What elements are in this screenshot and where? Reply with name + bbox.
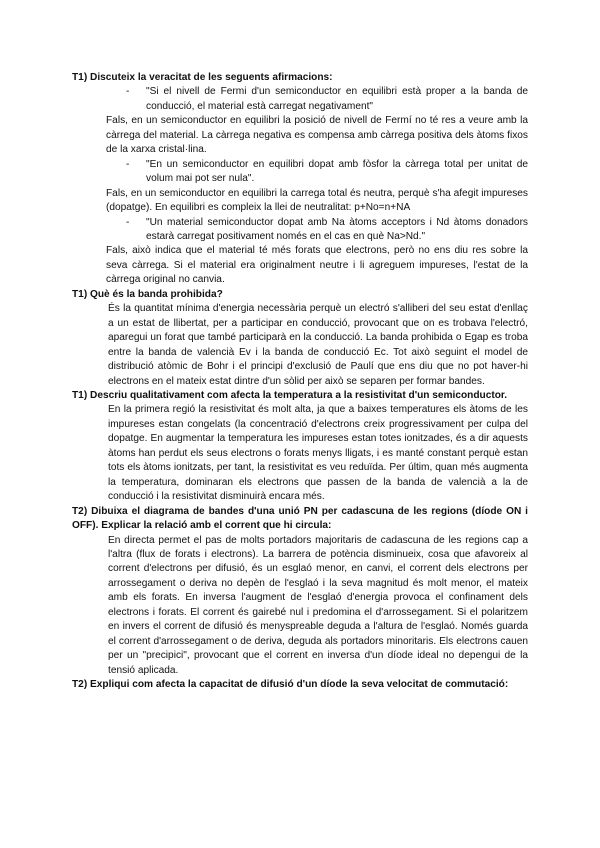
question-heading: T2) Expliqui com afecta la capacitat de difusió d'un díode la seva velocitat de commutació: — [72, 679, 509, 691]
answer-paragraph: Fals, en un semiconductor en equilibri la carrega total és neutra, perquè s'ha afegit impureses (dopatge). En equilibri es compleix la llei de neutralitat: p+No=n+NA — [106, 187, 528, 214]
question-heading: T1) Descriu qualitativament com afecta la temperatura a la resistivitat d'un semiconductor. — [72, 389, 508, 401]
answer-paragraph: Fals, en un semiconductor en equilibri la posició de nivell de Fermí no té res a veure amb la càrrega del material. La càrrega negativa es compensa amb càrrega positiva dels àtoms fixos de la xarxa cristal·lina. — [106, 115, 528, 156]
bullet-dash: - — [126, 86, 130, 98]
answer-paragraph: En la primera regió la resistivitat és molt alta, ja que a baixes temperatures els àtoms de les impureses estan congelats (la concentració d'electrons creix progressivament per culpa del dopatge. En augmentar la temperatura les impureses estan totes ionitzades, és a dir aquests àtoms han perdut els seus electrons o forats menys lligats, i es manté constant perquè estan tots els àtoms ionitzats, per tant, la resistivitat es veu reduïda. Per últim, quan més augmenta la temperatura, dominaran els electrons que passen de la banda de valencià a la de conducció i la resistivitat disminuirà encara més. — [108, 404, 528, 503]
answer-paragraph: Fals, això indica que el material té més forats que electrons, però no ens diu res sobre la seva càrrega. Si el material era originalment neutre i li agreguem impureses, l'estat de la càrrega original no canvia. — [106, 245, 528, 286]
bullet-dash: - — [126, 216, 130, 228]
statement-text: "En un semiconductor en equilibri dopat amb fòsfor la càrrega total per unitat de volum mai pot ser nula". — [146, 158, 528, 185]
statement-text: "Un material semiconductor dopat amb Na àtoms acceptors i Nd àtoms donadors estarà carregat positivament només en el cas en què Na>Nd." — [146, 216, 528, 242]
answer-paragraph: És la quantitat mínima d'energia necessària perquè un electró s'alliberi del seu estat d'enllaç a un estat de llibertat, per a participar en conducció, provocant que on es trobava l'electró, aparegui un forat que també participarà en la conducció. La banda prohibida o Egap es troba entre la banda de valencià Ev i la banda de conducció Ec. Tot això seguint el model de distribució atòmic de Bohr i el principi d'exclusió de Paulí que ens diu que no pot haver-hi electrons en el mateix estat dintre d'un sòlid per això se separen per formar bandes. — [108, 303, 528, 387]
question-heading: T1) Discuteix la veracitat de les seguents afirmacions: — [72, 72, 333, 83]
question-heading: T1) Què és la banda prohibida? — [72, 288, 223, 300]
answer-paragraph: En directa permet el pas de molts portadors majoritaris de cadascuna de les regions cap a l'altra (flux de forats i electrons). La barrera de potència disminueix, cosa que afavoreix al corrent d'electrons per difusió, és un esglaó menor, en canvi, el corrent dels electrons per arrossegament o deriva no depèn de l'esglaó i la seva magnitud és molt menor, el mateix amb els forats. En inversa l'augment de l'esglaó d'energia provoca el confinament dels electrons i forats. El corrent és gairebé nul i predomina el d'arrossegament. Si el polaritzem en invers el corrent de difusió és menyspreable deguda a l'altura de l'esglaó. Només guarda el corrent d'arrossegament o de deriva, deguda als portadors minoritaris. Els electrons cauen per un "precipici", provocant que el corrent en inversa d'un díode ideal no depengui de la tensió aplicada. — [108, 534, 528, 676]
list-item — [72, 216, 528, 245]
bullet-dash: - — [126, 158, 130, 170]
document-body — [72, 71, 528, 692]
list-item — [72, 158, 528, 187]
question-heading: T2) Dibuixa el diagrama de bandes d'una unió PN per cadascuna de les regions (díode ON i OFF). Explicar la relació amb el corrent que hi circula: — [72, 505, 528, 532]
list-item — [72, 85, 528, 114]
statement-text: "Si el nivell de Fermi d'un semiconductor en equilibri està proper a la banda de conducció, el material està carregat negativament" — [146, 86, 528, 112]
